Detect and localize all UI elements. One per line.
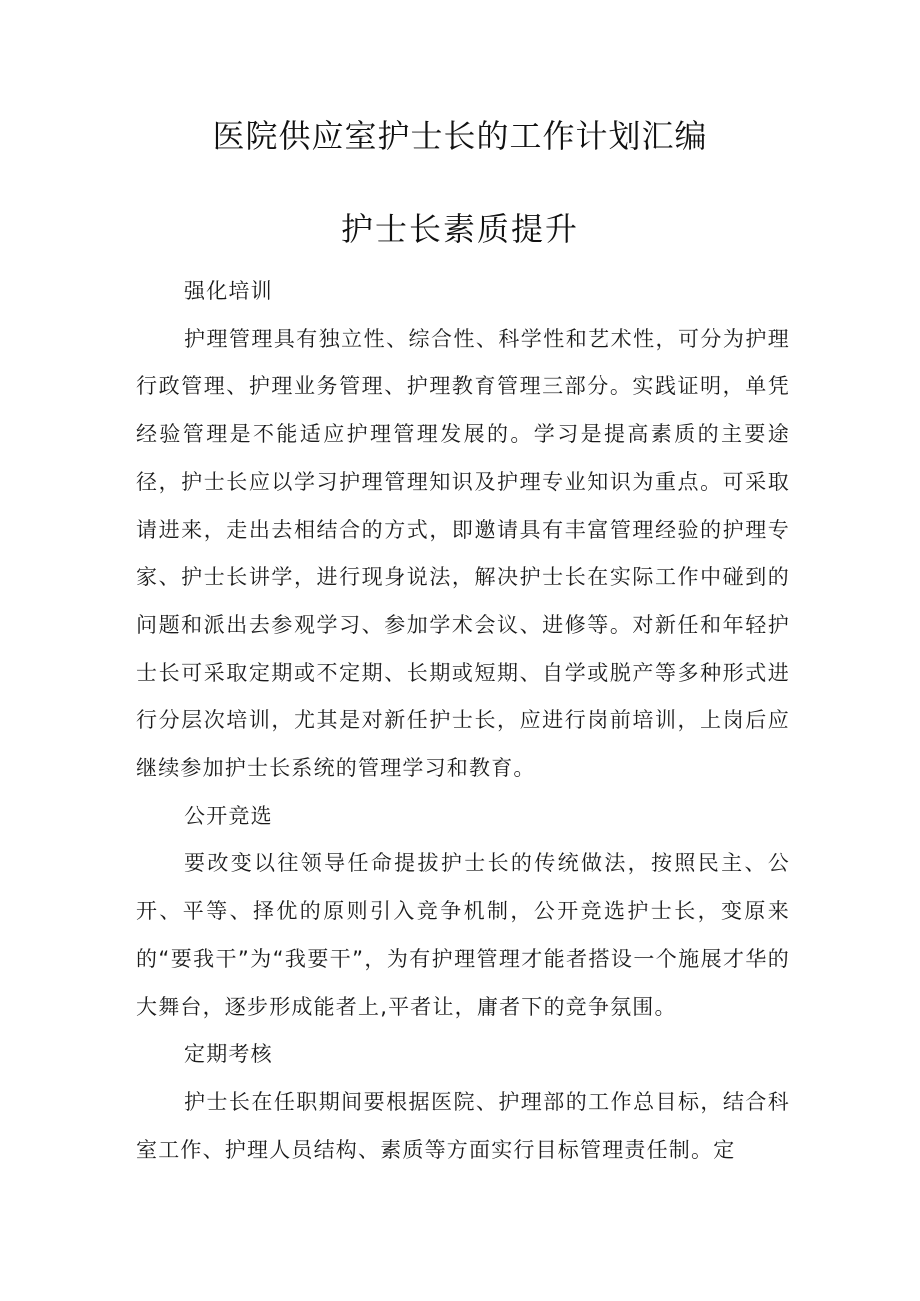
paragraph-assessment: 护士长在任职期间要根据医院、护理部的工作总目标，结合科室工作、护理人员结构、素质等方面实行目标管理责任制。定 [136,1089,790,1162]
paragraph-training: 护理管理具有独立性、综合性、科学性和艺术性，可分为护理行政管理、护理业务管理、护理教育管理三部分。实践证明，单凭经验管理是不能适应护理管理发展的。学习是提高素质的主要途径，护士长应以学习护理管理知识及护理专业知识为重点。可采取请进来，走出去相结合的方式，即邀请具有丰富管理经验的护理专家、护士长讲学，进行现身说法，解决护士长在实际工作中碰到的问题和派出去参观学习、参加学术会议、进修等。对新任和年轻护士长可采取定期或不定期、长期或短期、自学或脱产等多种形式进行分层次培训，尤其是对新任护士长，应进行岗前培训，上岗后应继续参加护士长系统的管理学习和教育。 [136,326,790,781]
subheading-assessment: 定期考核 [184,1042,273,1067]
subheading-training: 强化培训 [184,279,273,303]
subheading-election: 公开竞选 [184,803,273,828]
document-body [136,268,790,1174]
section-title: 护士长素质提升 [340,210,579,248]
paragraph-election: 要改变以往领导任命提拔护士长的传统做法，按照民主、公开、平等、择优的原则引入竞争机制，公开竞选护士长，变原来的“要我干”为“我要干”，为有护理管理才能者搭设一个施展才华的大舞台，逐步形成能者上,平者让，庸者下的竞争氛围。 [136,851,790,1019]
document-title: 医院供应室护士长的工作计划汇编 [212,117,708,155]
